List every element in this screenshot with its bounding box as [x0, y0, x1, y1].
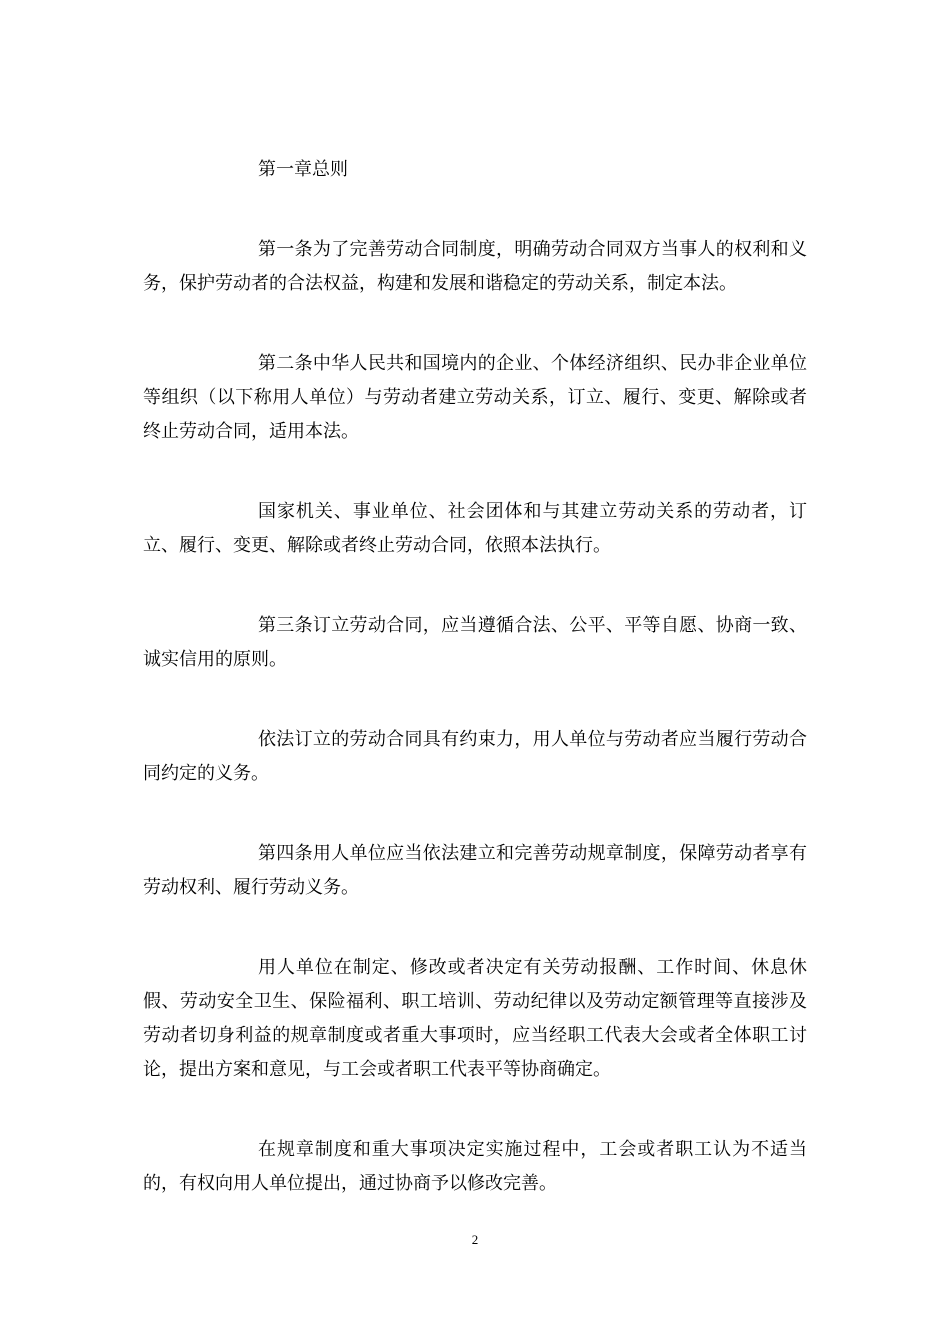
document-body — [143, 153, 807, 1247]
article-3-paragraph: 第三条订立劳动合同，应当遵循合法、公平、平等自愿、协商一致、诚实信用的原则。 — [143, 615, 807, 670]
article-2-clause-2-paragraph: 国家机关、事业单位、社会团体和与其建立劳动关系的劳动者，订立、履行、变更、解除或者终止劳动合同，依照本法执行。 — [143, 501, 807, 556]
article-4-paragraph: 第四条用人单位应当依法建立和完善劳动规章制度，保障劳动者享有劳动权利、履行劳动义务。 — [143, 843, 807, 898]
article-1-paragraph: 第一条为了完善劳动合同制度，明确劳动合同双方当事人的权利和义务，保护劳动者的合法权益，构建和发展和谐稳定的劳动关系，制定本法。 — [143, 239, 807, 294]
page-number: 2 — [471, 1232, 479, 1247]
article-4-clause-3-paragraph: 在规章制度和重大事项决定实施过程中，工会或者职工认为不适当的，有权向用人单位提出，通过协商予以修改完善。 — [143, 1139, 807, 1194]
article-4-clause-2-paragraph: 用人单位在制定、修改或者决定有关劳动报酬、工作时间、休息休假、劳动安全卫生、保险福利、职工培训、劳动纪律以及劳动定额管理等直接涉及劳动者切身利益的规章制度或者重大事项时，应当经职工代表大会或者全体职工讨论，提出方案和意见，与工会或者职工代表平等协商确定。 — [143, 957, 807, 1080]
article-2-paragraph: 第二条中华人民共和国境内的企业、个体经济组织、民办非企业单位等组织（以下称用人单位）与劳动者建立劳动关系，订立、履行、变更、解除或者终止劳动合同，适用本法。 — [143, 353, 807, 442]
article-3-clause-2-paragraph: 依法订立的劳动合同具有约束力，用人单位与劳动者应当履行劳动合同约定的义务。 — [143, 729, 807, 784]
chapter-heading: 第一章总则 — [258, 159, 348, 180]
